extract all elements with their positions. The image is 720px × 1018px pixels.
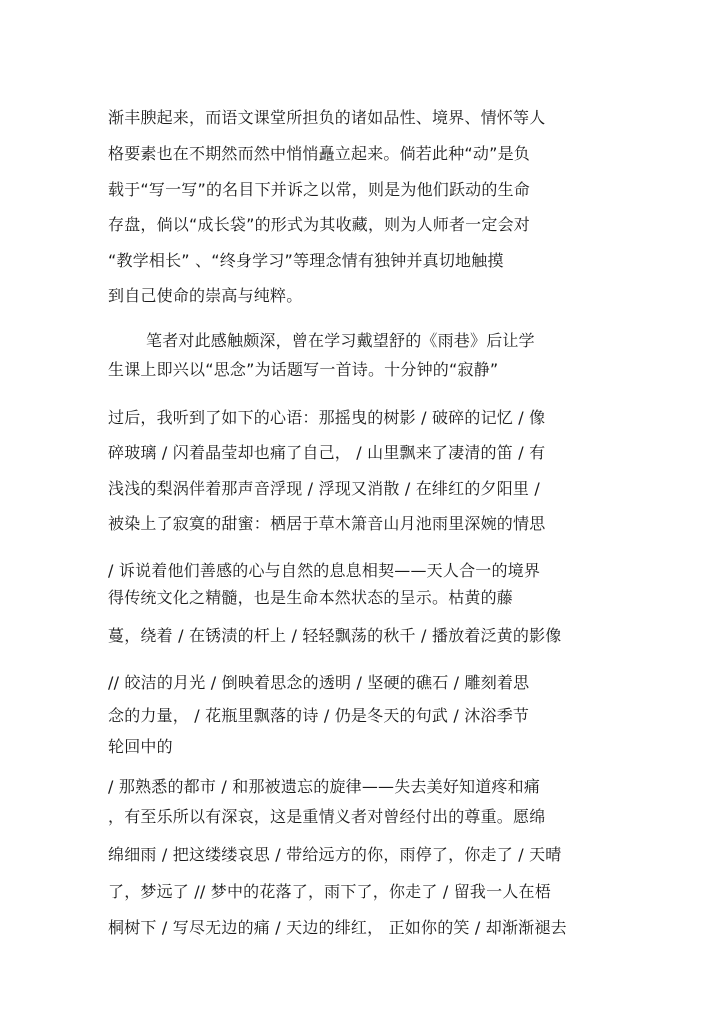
text-line: 得传统文化之精髓，也是生命本然状态的呈示。枯黄的藤 xyxy=(108,588,514,607)
text-line: / 那熟悉的都市 / 和那被遗忘的旋律——失去美好知道疼和痛 xyxy=(108,777,541,796)
text-line: 格要素也在不期然而然中悄悄矗立起来。倘若此种“动”是负 xyxy=(108,144,530,163)
text-line: 轮回中的 xyxy=(108,737,173,756)
text-line: 碎玻璃 / 闪着晶莹却也痛了自己， / 山里飘来了凄清的笛 / 有 xyxy=(108,443,546,462)
text-line: / 诉说着他们善感的心与自然的息息相契——天人合一的境界 xyxy=(108,561,541,580)
text-line: “教学相长” 、“终身学习”等理念情有独钟并真切地触摸 xyxy=(108,251,504,270)
text-line: 桐树下 / 写尽无边的痛 / 天边的绯红， 正如你的笑 / 却渐渐褪去 xyxy=(108,918,567,937)
text-line: 笔者对此感触颇深，曾在学习戴望舒的《雨巷》后让学 xyxy=(146,331,535,350)
text-line: 到自己使命的崇高与纯粹。 xyxy=(108,286,303,305)
text-line: 了，梦远了 // 梦中的花落了，雨下了，你走了 / 留我一人在梧 xyxy=(108,882,551,901)
text-line: 存盘，倘以“成长袋”的形式为其收藏，则为人师者一定会对 xyxy=(108,215,530,234)
text-line: 浅浅的梨涡伴着那声音浮现 / 浮现又消散 / 在绯红的夕阳里 / xyxy=(108,479,541,498)
text-line: 念的力量， / 花瓶里飘落的诗 / 仍是冬天的句武 / 沐浴季节 xyxy=(108,706,530,725)
text-line: 载于“写一写”的名目下并诉之以常，则是为他们跃动的生命 xyxy=(108,180,530,199)
text-line: 过后，我听到了如下的心语：那摇曳的树影 / 破碎的记忆 / 像 xyxy=(108,408,546,427)
text-line: 被染上了寂寞的甜蜜：栖居于草木箫音山月池雨里深婉的情思 xyxy=(108,514,546,533)
text-line: 生课上即兴以“思念”为话题写一首诗。十分钟的“寂静” xyxy=(108,360,499,379)
text-line: // 皎洁的月光 / 倒映着思念的透明 / 坚硬的礁石 / 雕刻着思 xyxy=(108,673,530,692)
text-line: 绵细雨 / 把这缕缕哀思 / 带给远方的你，雨停了，你走了 / 天晴 xyxy=(108,845,562,864)
text-line: 蔓，绕着 / 在锈渍的杆上 / 轻轻飘荡的秋千 / 播放着泛黄的影像 xyxy=(108,626,562,645)
text-line: ，有至乐所以有深哀，这是重情义者对曾经付出的尊重。愿绵 xyxy=(108,807,546,826)
text-line: 渐丰腴起来，而语文课堂所担负的诸如品性、境界、情怀等人 xyxy=(108,108,546,127)
